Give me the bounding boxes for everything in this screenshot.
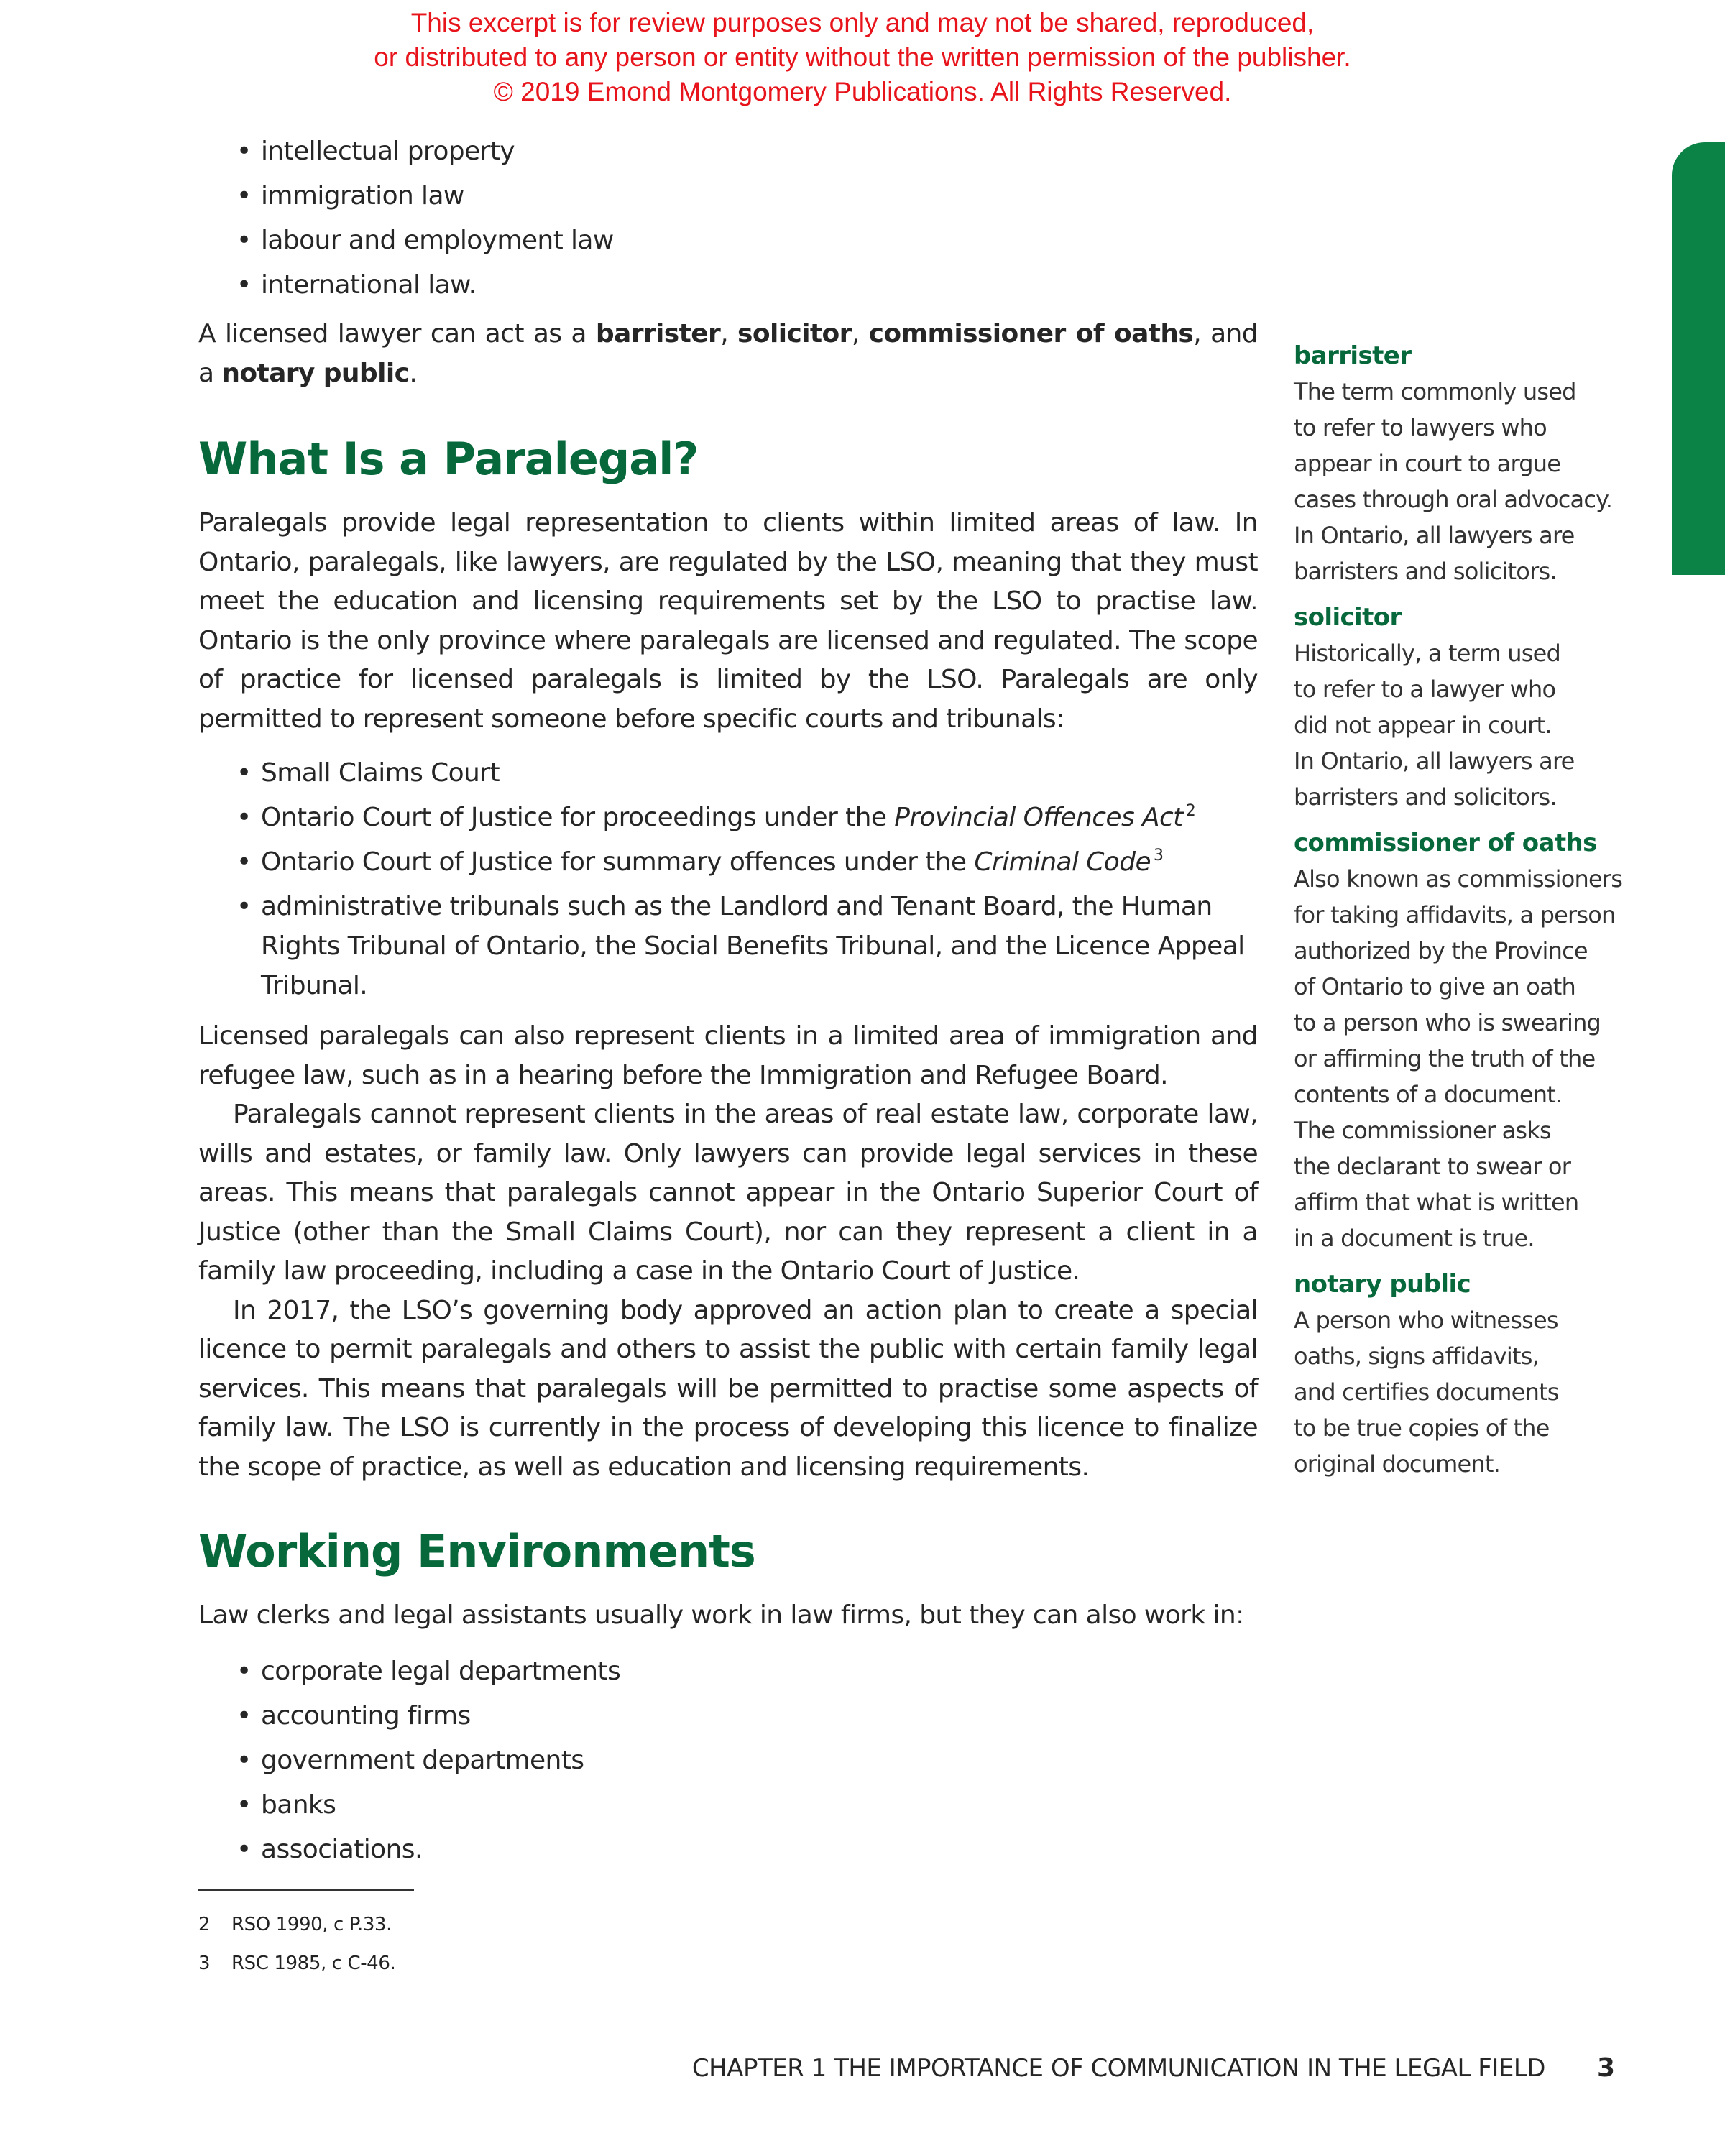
bullet-icon: • bbox=[236, 1745, 252, 1775]
bullet-icon: • bbox=[236, 847, 252, 877]
list-item: • government departments bbox=[198, 1741, 1258, 1780]
list-item: • administrative tribunals such as the Landlord and Tenant Board, the Human Rights Tribunal of Ontario, the Social Benefits Tribunal, and the Licence Appeal Tribunal. bbox=[198, 887, 1258, 1005]
glossary-definition: Historically, a term used to refer to a lawyer who did not appear in court. In Ontario, all lawyers are barristers and solicitors. bbox=[1294, 640, 1575, 811]
list-item: • corporate legal departments bbox=[198, 1651, 1258, 1691]
list-item: • Ontario Court of Justice for summary offences under the Criminal Code $^3$ bbox=[198, 842, 1258, 882]
list-item: • banks bbox=[198, 1785, 1258, 1825]
main-column bbox=[198, 132, 1258, 1983]
bullet-icon: • bbox=[236, 892, 252, 921]
bullet-icon: • bbox=[236, 758, 252, 788]
footnote-ref: 3 bbox=[1154, 847, 1164, 865]
bullet-icon: • bbox=[236, 803, 252, 832]
intro-paragraph: A licensed lawyer can act as a barrister, solicitor, commissioner of oaths, and a notary public. bbox=[198, 319, 1258, 388]
paralegal-paragraph-2: Licensed paralegals can also represent clients in a limited area of immigration and refugee law, such as in a hearing before the Immigration and Refugee Board. bbox=[198, 1021, 1258, 1090]
bullet-icon: • bbox=[236, 137, 252, 166]
list-item: • immigration law bbox=[198, 176, 1258, 216]
footnote: 2 RSO 1990, c P.33. bbox=[198, 1913, 392, 1935]
list-item: • intellectual property bbox=[198, 132, 1258, 171]
working-paragraph: Law clerks and legal assistants usually work in law firms, but they can also work in: bbox=[198, 1600, 1244, 1630]
footnote-divider bbox=[198, 1889, 414, 1891]
footnote: 3 RSC 1985, c C-46. bbox=[198, 1952, 396, 1974]
glossary-definition: A person who witnesses oaths, signs affidavits, and certifies documents to be true copies of the original document. bbox=[1294, 1307, 1559, 1478]
term-notary-public: notary public bbox=[221, 358, 410, 388]
copyright-notice bbox=[0, 6, 1725, 109]
workplaces-list bbox=[198, 1651, 1258, 1869]
paralegal-paragraph-1: Paralegals provide legal representation to clients within limited areas of law. In Ontario, paralegals, like lawyers, are regulated by the LSO, meaning that they must meet the education and licensing requirements set by the LSO to practise law. Ontario is the only province where paralegals are licensed and regulated. The scope of practice for licensed paralegals is limited by the LSO. Paralegals are only permitted to represent someone before specific courts and tribunals: bbox=[198, 508, 1258, 734]
notice-line-3: © 2019 Emond Montgomery Publications. All Rights Reserved. bbox=[493, 77, 1232, 106]
running-footer: CHAPTER 1 THE IMPORTANCE OF COMMUNICATION IN THE LEGAL FIELD bbox=[691, 2054, 1545, 2083]
glossary-definition: The term commonly used to refer to lawyers who appear in court to argue cases through oral advocacy. In Ontario, all lawyers are barristers and solicitors. bbox=[1294, 378, 1613, 585]
term-commissioner-of-oaths: commissioner of oaths bbox=[868, 319, 1194, 349]
page-number: 3 bbox=[1597, 2053, 1616, 2083]
glossary-definition: Also known as commissioners for taking affidavits, a person authorized by the Province of Ontario to give an oath to a person who is swearing or affirming the truth of the contents of a document. The commissioner asks the declarant to swear or affirm that what is written in a document is true. bbox=[1294, 865, 1623, 1252]
bullet-icon: • bbox=[236, 270, 252, 300]
bullet-icon: • bbox=[236, 1656, 252, 1686]
bullet-icon: • bbox=[236, 181, 252, 211]
section-heading-paralegal: What Is a Paralegal? bbox=[198, 433, 699, 485]
courts-list bbox=[198, 753, 1258, 1005]
paralegal-paragraph-3: Paralegals cannot represent clients in the areas of real estate law, corporate law, wills and estates, or family law. Only lawyers can provide legal services in these areas. This means that paralegals cannot appear in the Ontario Superior Court of Justice (other than the Small Claims Court), nor can they represent a client in a family law proceeding, including a case in the Ontario Court of Justice. bbox=[198, 1100, 1258, 1286]
list-item: • labour and employment law bbox=[198, 221, 1258, 260]
glossary-term: notary public bbox=[1294, 1270, 1471, 1299]
intro-list bbox=[198, 132, 1258, 305]
bullet-icon: • bbox=[236, 1700, 252, 1731]
term-solicitor: solicitor bbox=[737, 319, 852, 349]
notice-line-1: This excerpt is for review purposes only and may not be shared, reproduced, bbox=[410, 8, 1315, 37]
paralegal-paragraph-4: In 2017, the LSO’s governing body approved an action plan to create a special licence to permit paralegals and others to assist the public with certain family legal services. This means that paralegals will be permitted to practise some aspects of family law. The LSO is currently in the process of developing this licence to finalize the scope of practice, as well as education and licensing requirements. bbox=[198, 1295, 1258, 1482]
list-item: • associations. bbox=[198, 1830, 1258, 1869]
bullet-icon: • bbox=[236, 1834, 252, 1864]
footnote-ref: 2 bbox=[1185, 802, 1196, 820]
list-item: • accounting firms bbox=[198, 1696, 1258, 1736]
bullet-icon: • bbox=[236, 1789, 252, 1820]
list-item: • Ontario Court of Justice for proceedings under the Provincial Offences Act $^2$ bbox=[198, 798, 1258, 837]
notice-line-2: or distributed to any person or entity without the written permission of the publisher. bbox=[374, 42, 1351, 72]
section-heading-working-environments: Working Environments bbox=[198, 1525, 755, 1577]
list-item: • Small Claims Court bbox=[198, 753, 1258, 793]
bullet-icon: • bbox=[236, 226, 252, 255]
glossary-term: barrister bbox=[1294, 341, 1412, 370]
chapter-thumb-tab bbox=[1672, 142, 1725, 575]
term-barrister: barrister bbox=[595, 319, 721, 349]
margin-glossary bbox=[1294, 338, 1632, 1492]
glossary-term: solicitor bbox=[1294, 603, 1402, 632]
glossary-term: commissioner of oaths bbox=[1294, 829, 1597, 857]
list-item: • international law. bbox=[198, 265, 1258, 305]
